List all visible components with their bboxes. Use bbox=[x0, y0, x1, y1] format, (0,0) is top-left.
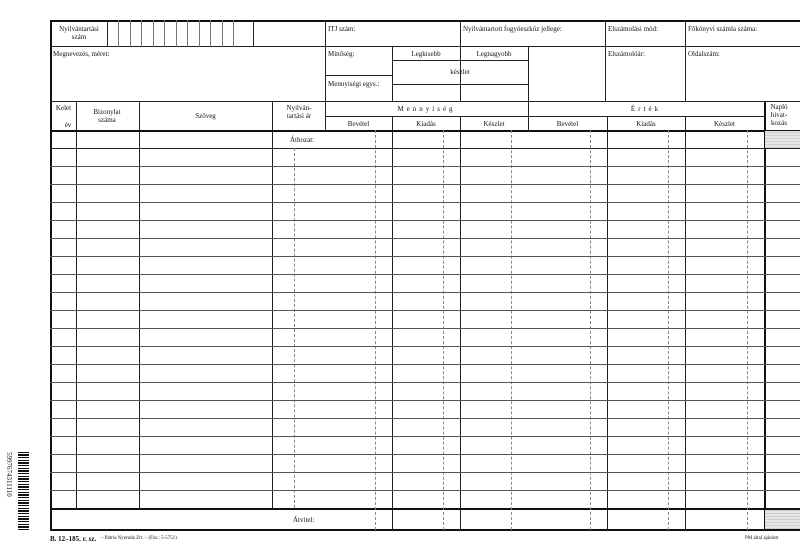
table-row-line bbox=[50, 454, 800, 455]
col-kelet: Kelet bbox=[55, 104, 72, 112]
table-row-line bbox=[50, 490, 800, 491]
col-szoveg: Szöveg bbox=[195, 112, 216, 120]
mennyisegi-egys-label: Mennyiségi egys.: bbox=[328, 80, 380, 88]
fokonyv-label: Főkönyvi számla száma: bbox=[688, 25, 758, 33]
elszamoloar-label: Elszámolóár: bbox=[608, 50, 645, 58]
megnevezes-label: Megnevezés, méret: bbox=[53, 50, 110, 58]
table-row-line bbox=[50, 256, 800, 257]
table-row-line bbox=[50, 364, 800, 365]
oldalszam-label: Oldalszám: bbox=[688, 50, 720, 58]
table-row-line bbox=[50, 400, 800, 401]
col-ertek-keszlet: Készlet bbox=[714, 120, 735, 128]
col-mennyiseg-bevetel: Bevétel bbox=[347, 120, 370, 128]
form-code: B. 12–185. r. sz. bbox=[50, 535, 97, 543]
col-nyilv-ar: Nyilván- tartási ár bbox=[286, 104, 312, 120]
table-row-line bbox=[50, 202, 800, 203]
table-row-line bbox=[50, 310, 800, 311]
col-ertek: Érték bbox=[630, 105, 662, 113]
publisher-info: – Pátria Nyomda Zrt. – (Fsz.: 5-5751) bbox=[101, 536, 177, 541]
col-ev: év bbox=[64, 121, 72, 129]
table-row-line bbox=[50, 346, 800, 347]
shaded-cell-atvitel bbox=[765, 510, 800, 529]
table-row-line bbox=[50, 184, 800, 185]
table-row-line bbox=[50, 220, 800, 221]
col-mennyiseg: Mennyiség bbox=[397, 105, 456, 113]
table-row-line bbox=[50, 418, 800, 419]
table-row-line bbox=[50, 274, 800, 275]
elszamolasi-mod-label: Elszámolási mód: bbox=[608, 25, 658, 33]
legnagyobb-label: Legnagyobb bbox=[476, 50, 512, 58]
keszlet-label: készlet bbox=[450, 68, 470, 76]
col-mennyiseg-kiadas: Kiadás bbox=[416, 120, 436, 128]
itj-label: ITJ szám: bbox=[328, 25, 356, 33]
legkisebb-label: Legkisebb bbox=[411, 50, 441, 58]
nyilv-szam-label: Nyilvántartási szám bbox=[59, 25, 99, 41]
table-row-line bbox=[50, 238, 800, 239]
athozat-label: Áthozat: bbox=[290, 136, 315, 144]
table-row-line bbox=[50, 166, 800, 167]
shaded-cell-athozat bbox=[765, 131, 800, 148]
minoseg-label: Minőség: bbox=[328, 50, 355, 58]
table-row-line bbox=[50, 382, 800, 383]
col-ertek-kiadas: Kiadás bbox=[636, 120, 656, 128]
table-row-line bbox=[50, 472, 800, 473]
table-row-line bbox=[50, 328, 800, 329]
col-mennyiseg-keszlet: Készlet bbox=[483, 120, 505, 128]
barcode-number: 5997674311110 bbox=[5, 452, 13, 497]
approved-note: PM által ajánlott bbox=[745, 536, 779, 541]
table-row-line bbox=[50, 436, 800, 437]
fogyo-label: Nyilvántartott fogyóeszköz jellege: bbox=[463, 25, 562, 33]
barcode bbox=[18, 452, 29, 530]
col-ertek-bevetel: Bevétel bbox=[556, 120, 579, 128]
col-naplo: Napló hivat- kozás bbox=[770, 103, 788, 127]
atvitel-label: Átvitel: bbox=[293, 516, 315, 524]
table-row-line bbox=[50, 292, 800, 293]
col-bizonylat: Bizonylat száma bbox=[93, 108, 121, 124]
